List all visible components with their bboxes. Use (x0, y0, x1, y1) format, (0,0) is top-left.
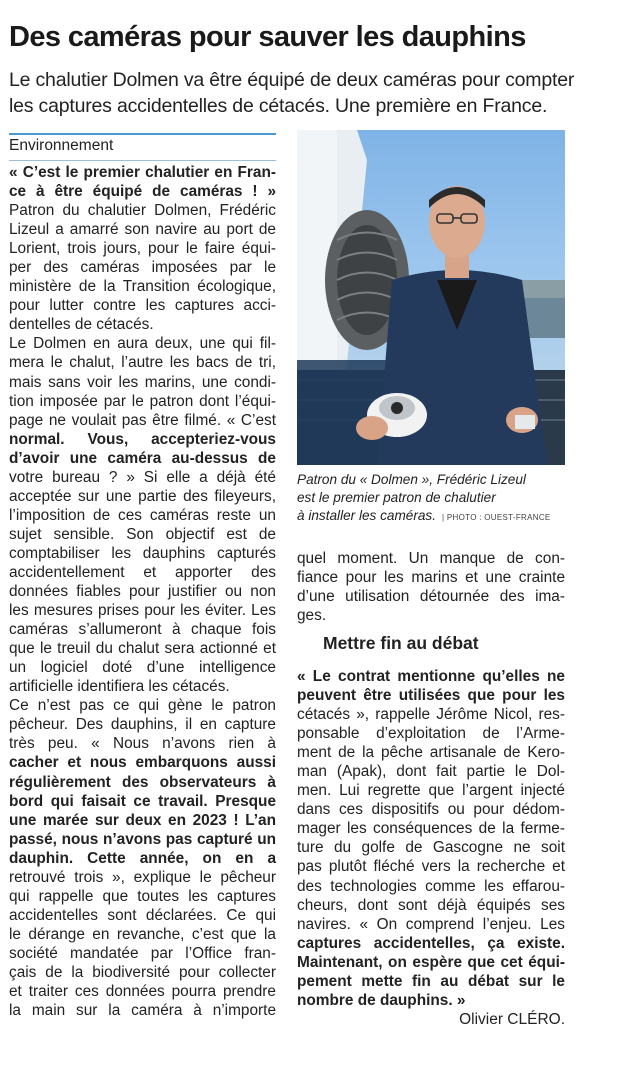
article-photo (297, 130, 565, 465)
text-line: Ce n’est pas ce qui gène le patron (9, 697, 276, 715)
text-line: man (Apak), dont fait partie le Dol- (297, 763, 565, 781)
text-line: accidentelles sont déclarées. Ce qui (9, 906, 276, 924)
text-line: dauphin. Cette année, on en a (9, 849, 276, 867)
text-line: ment de la pêche artisanale de Kero- (297, 744, 565, 762)
text-line: ture du golfe de Gascogne ne soit (297, 839, 565, 857)
text-line: le dérange en revanche, c’est que la (9, 925, 276, 943)
text-line: et traiter ces données pourra prendre (9, 983, 276, 1001)
rubric-bottom-rule (9, 160, 276, 161)
text-line: mager les conséquences de la ferme- (297, 820, 565, 838)
text-line: dentelles de cétacés. (9, 316, 154, 334)
section-subhead: Mettre fin au débat (323, 633, 479, 653)
text-line: « Le contrat mentionne qu’elles ne (297, 668, 565, 685)
text-line: sujet sensible. Son objectif est de (9, 525, 276, 543)
text-line: ce à être équipé de caméras ! » (9, 183, 276, 201)
caption-line-text: à installer les caméras. (297, 508, 437, 523)
text-line: société mandatée par l’Office fran- (9, 944, 276, 962)
text-line: nombre de dauphins. » (297, 991, 466, 1009)
column-2 (297, 549, 565, 625)
text-line: l’imposition de ces caméras reste un (9, 506, 276, 524)
text-line: pour lutter contre les captures acci- (9, 297, 276, 315)
text-line: la main sur la caméra à n’importe (9, 1002, 276, 1020)
caption-line (297, 507, 567, 527)
text-line: ponsable d’exploitation de l’Arme- (297, 725, 565, 743)
text-line: pement mette fin au débat sur le (297, 972, 565, 990)
column-1 (9, 163, 276, 1020)
text-line: comptabiliser les dauphins capturés (9, 544, 276, 562)
text-line: d’une utilisation détournée des ima- (297, 588, 565, 606)
text-line: bord qui faisait ce travail. Presque (9, 792, 276, 810)
text-line: page ne voulait pas être filmé. « C’est (9, 411, 276, 429)
caption-line: Patron du « Dolmen », Frédéric Lizeul (297, 472, 526, 487)
text-line: fiance pour les marins et une crainte (297, 569, 565, 587)
text-line: ministère de la Transition écologique, (9, 278, 276, 296)
photo-credit: | PHOTO : OUEST-FRANCE (442, 513, 551, 522)
text-line: qui rappelle que toutes les captures (9, 887, 276, 905)
text-line: cacher et nous embarquons aussi (9, 754, 276, 772)
text-line: quel moment. Un manque de con- (297, 550, 565, 567)
lede-line: les captures accidentelles de cétacés. Une première en France. (9, 95, 548, 117)
text-line: normal. Vous, accepteriez-vous (9, 430, 276, 448)
lede-line: Le chalutier Dolmen va être équipé de deux caméras pour compter (9, 69, 575, 91)
text-line: artificielle identifiera les cétacés. (9, 678, 230, 696)
text-line: d’avoir une caméra au-dessus de (9, 449, 276, 467)
text-line: retrouvé trois », explique le pêcheur (9, 868, 276, 886)
text-line: dans ces dispositifs ou pour dédom- (297, 801, 565, 819)
text-line: Lizeul a amarré son navire au port de (9, 221, 276, 239)
text-line: cheurs, dont sont déjà équipés ses (297, 896, 565, 914)
text-line: peuvent être utilisées que pour les (297, 687, 565, 705)
text-line: données fiables pour justifier ou non (9, 583, 276, 601)
text-line: acceptée sur une partie des fileyeurs, (9, 487, 276, 505)
text-line: men. Lui regrette que l’argent injecté (297, 782, 565, 800)
text-line: çais de la biodiversité pour collecter (9, 963, 276, 981)
text-line: caméras s’allumeront à chaque fois (9, 621, 276, 639)
text-line: pêcheur. Des dauphins, il en capture (9, 716, 276, 734)
text-line: très peu. « Nous n’avons rien à (9, 735, 276, 753)
text-line: Maintenant, on espère que cet équi- (297, 953, 565, 971)
text-line: un logiciel doté d’une intelligence (9, 659, 276, 677)
text-line: régulièrement des observateurs à (9, 773, 276, 791)
fisherman-photo-illustration (297, 130, 565, 465)
text-line: Le Dolmen en aura deux, une qui fil- (9, 335, 276, 353)
text-line: tion imposée par le patron dont l’équi- (9, 392, 276, 410)
text-line: mera le chalut, l’autre les bacs de tri, (9, 354, 276, 372)
rubric-label: Environnement (9, 137, 114, 154)
text-line: cétacés », rappelle Jérôme Nicol, res- (297, 706, 565, 724)
text-line: mais sans voir les marins, une condi- (9, 373, 276, 391)
text-line: Patron du chalutier Dolmen, Frédéric (9, 202, 276, 220)
text-line: passé, nous n’avons pas capturé un (9, 830, 276, 848)
text-line: « C’est le premier chalutier en Fran- (9, 164, 276, 181)
text-line: votre bureau ? » Si elle a déjà été (9, 468, 276, 486)
text-line: que le treuil du chalut sera actionné et (9, 640, 276, 658)
text-line: une marée sur deux en 2023 ! L’an (9, 811, 276, 829)
text-line: captures accidentelles, ça existe. (297, 934, 565, 952)
caption-line: est le premier patron de chalutier (297, 490, 496, 505)
text-line: navires. « On comprend l’enjeu. Les (297, 915, 565, 933)
text-line: per des caméras imposées par le (9, 259, 276, 277)
article-lede (9, 67, 619, 119)
text-line: accidentellement et apporter des (9, 563, 276, 581)
text-line: pas plutôt fléché vers la recherche et (297, 858, 565, 876)
column-3 (297, 667, 565, 1010)
text-line: ges. (297, 607, 327, 625)
author-byline: Olivier CLÉRO. (459, 1011, 565, 1028)
text-line: les mesures prises pour les éviter. Les (9, 602, 276, 620)
rubric-top-rule (9, 133, 276, 135)
article-headline: Des caméras pour sauver les dauphins (9, 21, 526, 53)
photo-caption (297, 471, 567, 527)
text-line: Lorient, trois jours, pour le faire équi- (9, 240, 276, 258)
text-line: des technologies comme les effarou- (297, 877, 565, 895)
